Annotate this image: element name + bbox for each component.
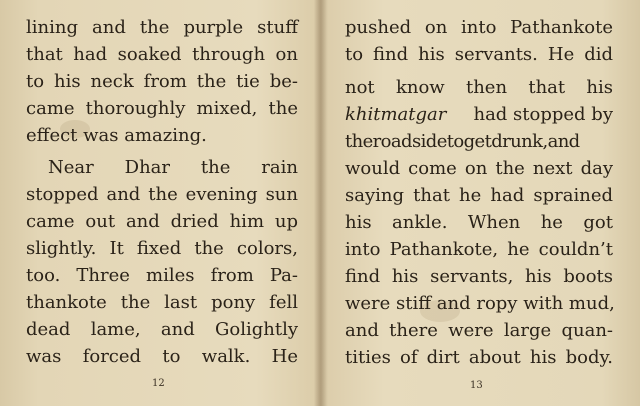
text-line: were stiff and ropy with mud, — [345, 293, 615, 314]
text-line: came thoroughly mixed, the — [26, 98, 298, 119]
page-number: 13 — [470, 380, 483, 391]
text-line: slightly. It fixed the colors, — [26, 238, 298, 259]
text-line: effect was amazing. — [26, 125, 207, 146]
text-line: pushed on into Pathankote — [345, 17, 613, 38]
left-page — [26, 14, 298, 406]
text-fragment: had stopped by — [473, 104, 613, 125]
text-line: dead lame, and Golightly — [26, 319, 298, 340]
paragraph-first-line: Near Dhar the rain — [48, 157, 298, 178]
text-line: and there were large quan- — [345, 320, 613, 341]
text-line: stopped and the evening sun — [26, 184, 298, 205]
text-line: saying that he had sprained — [345, 185, 613, 206]
book-gutter — [314, 0, 328, 406]
text-line: came out and dried him up — [26, 211, 298, 232]
text-line: tities of dirt about his body. — [345, 347, 613, 368]
text-line: lining and the purple stuff — [26, 17, 298, 38]
right-page — [345, 14, 613, 406]
text-line: theroadsidetogetdrunk,and — [345, 131, 580, 152]
text-line: would come on the next day — [345, 158, 613, 179]
text-line: to find his servants. He did — [345, 44, 613, 65]
text-line: thankote the last pony fell — [26, 292, 298, 313]
italic-word: khitmatgar — [345, 104, 447, 125]
page-number: 12 — [152, 378, 165, 389]
text-line: was forced to walk. He — [26, 346, 298, 367]
text-line: not know then that his — [345, 77, 613, 98]
text-line-with-italic — [345, 101, 613, 129]
text-line: too. Three miles from Pa- — [26, 265, 298, 286]
text-line: into Pathankote, he couldn’t — [345, 239, 613, 260]
text-line: his ankle. When he got — [345, 212, 613, 233]
text-line: find his servants, his boots — [345, 266, 613, 287]
text-line: that had soaked through on — [26, 44, 298, 65]
text-line: to his neck from the tie be- — [26, 71, 298, 92]
